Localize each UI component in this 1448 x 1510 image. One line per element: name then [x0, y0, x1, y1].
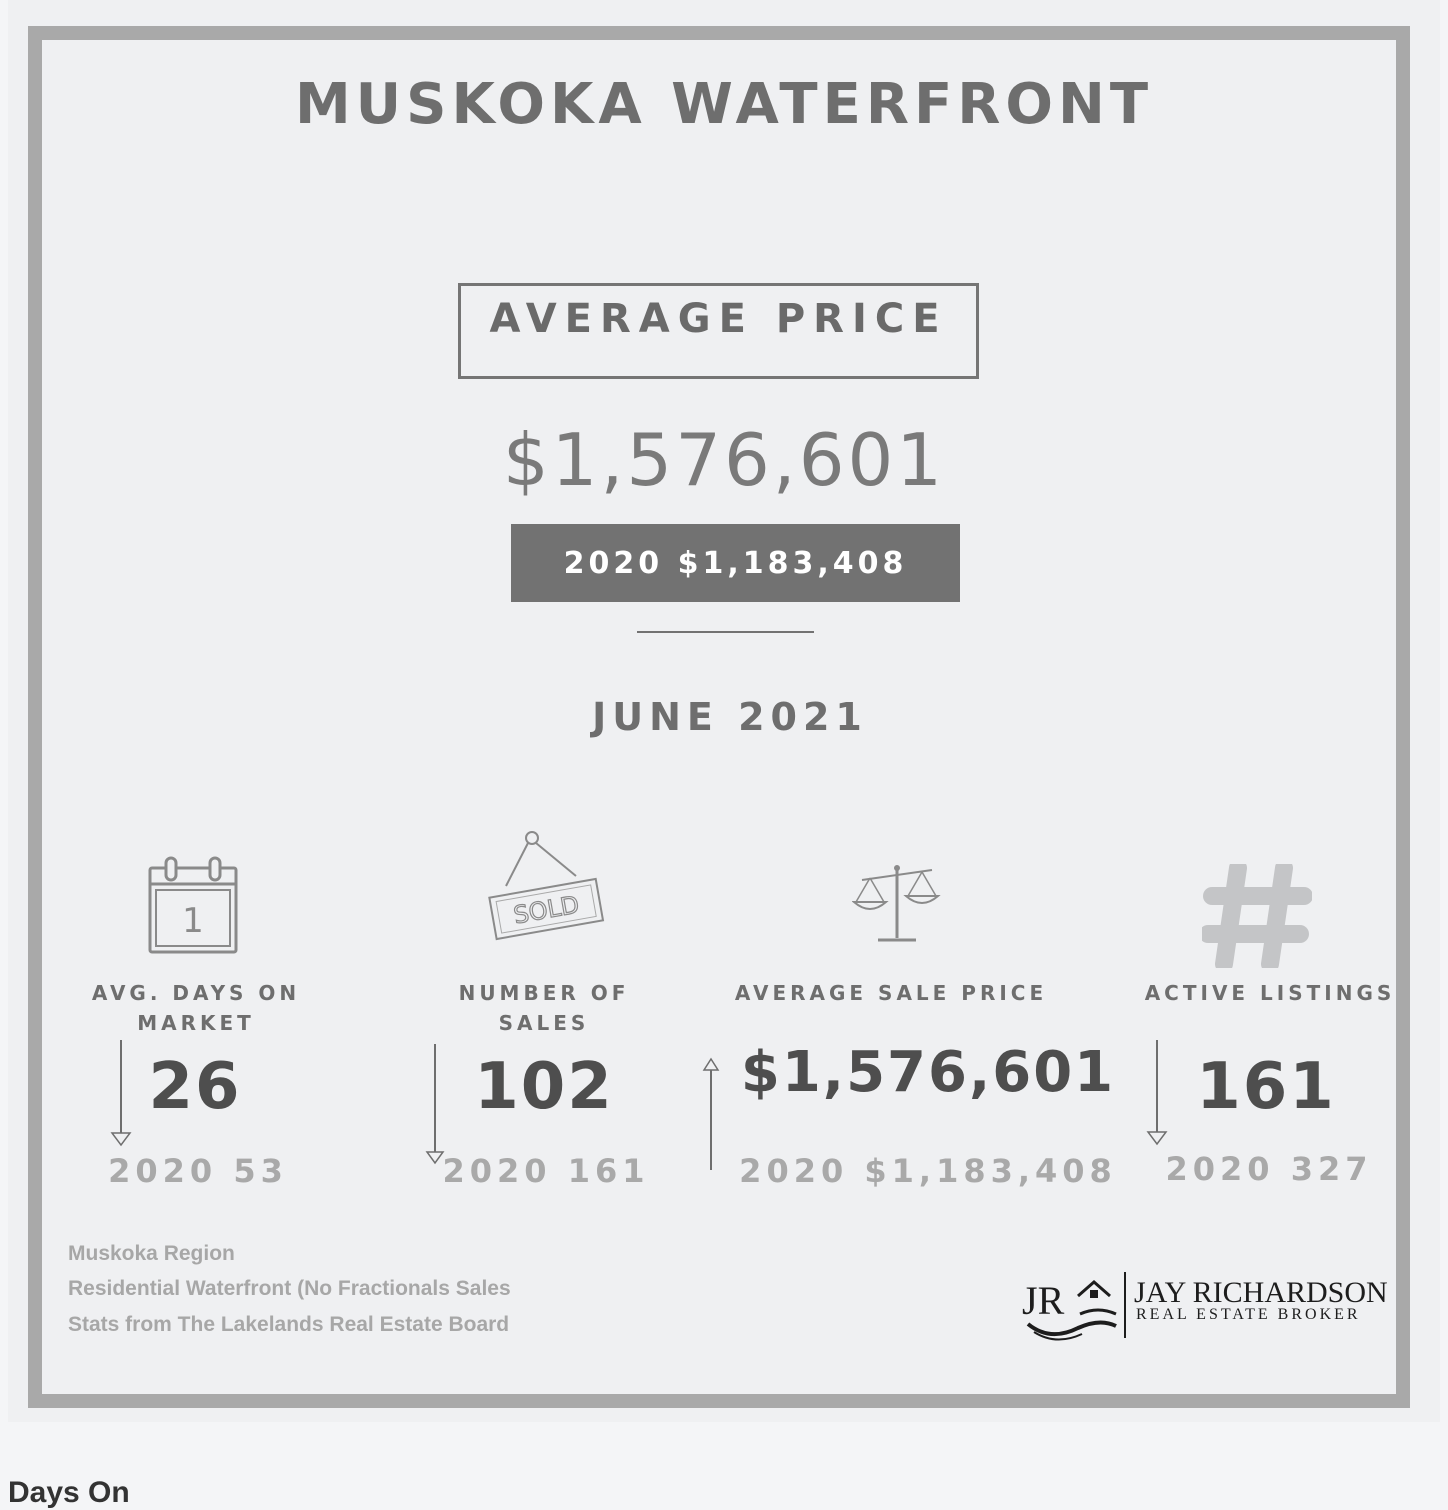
stat-label-line: MARKET	[137, 1011, 255, 1035]
stat-value-number-of-sales: 102	[474, 1050, 614, 1124]
stat-label-active-listings	[1140, 978, 1400, 1008]
stat-label-line: ACTIVE LISTINGS	[1144, 981, 1396, 1005]
calendar-day-number: 1	[182, 901, 204, 941]
footer-source: Stats from The Lakelands Real Estate Board	[68, 1313, 510, 1336]
stat-label-line: NUMBER OF	[458, 981, 630, 1005]
sold-sign-text: SOLD	[511, 890, 582, 930]
arrow-up-icon	[700, 1056, 722, 1172]
page-title: MUSKOKA WATERFRONT	[294, 72, 1154, 137]
stat-label-days-on-market	[78, 978, 314, 1038]
brand-subtitle: REAL ESTATE BROKER	[1136, 1306, 1361, 1323]
stat-label-line: AVERAGE SALE PRICE	[734, 981, 1048, 1005]
previous-price-bar: 2020 $1,183,408	[511, 524, 960, 602]
average-price-box	[458, 283, 979, 379]
section-heading: Days On	[8, 1476, 130, 1509]
sold-sign-icon	[484, 830, 608, 944]
stat-previous-average-sale-price: 2020 $1,183,408	[739, 1152, 1117, 1190]
report-period: JUNE 2021	[592, 695, 868, 739]
brand-monogram: JR	[1022, 1278, 1065, 1323]
calendar-icon	[146, 856, 240, 956]
brand-divider	[1124, 1272, 1126, 1338]
stat-value-average-sale-price: $1,576,601	[740, 1040, 1116, 1105]
brand-name: JAY RICHARDSON	[1134, 1276, 1388, 1309]
arrow-down-icon	[110, 1040, 132, 1148]
stat-previous-active-listings: 2020 327	[1165, 1150, 1373, 1188]
average-price-label: AVERAGE PRICE	[489, 296, 948, 342]
stat-value-active-listings: 161	[1196, 1050, 1336, 1124]
divider	[637, 631, 814, 633]
scale-icon	[852, 862, 942, 944]
stat-label-line: SALES	[498, 1011, 590, 1035]
stat-label-line: AVG. DAYS ON	[91, 981, 301, 1005]
footer-category: Residential Waterfront (No Fractionals Sales	[68, 1277, 511, 1300]
footer-region: Muskoka Region	[68, 1242, 235, 1265]
stat-label-number-of-sales	[432, 978, 656, 1038]
brand-logo-icon	[1020, 1270, 1120, 1342]
stat-value-days-on-market: 26	[148, 1050, 242, 1124]
stat-previous-number-of-sales: 2020 161	[442, 1152, 650, 1190]
hash-icon	[1202, 864, 1312, 968]
stat-previous-days-on-market: 2020 53	[108, 1152, 288, 1190]
arrow-down-icon	[424, 1044, 446, 1168]
stat-label-average-sale-price	[730, 978, 1052, 1008]
arrow-down-icon	[1146, 1040, 1168, 1148]
average-price-value: $1,576,601	[502, 418, 946, 502]
